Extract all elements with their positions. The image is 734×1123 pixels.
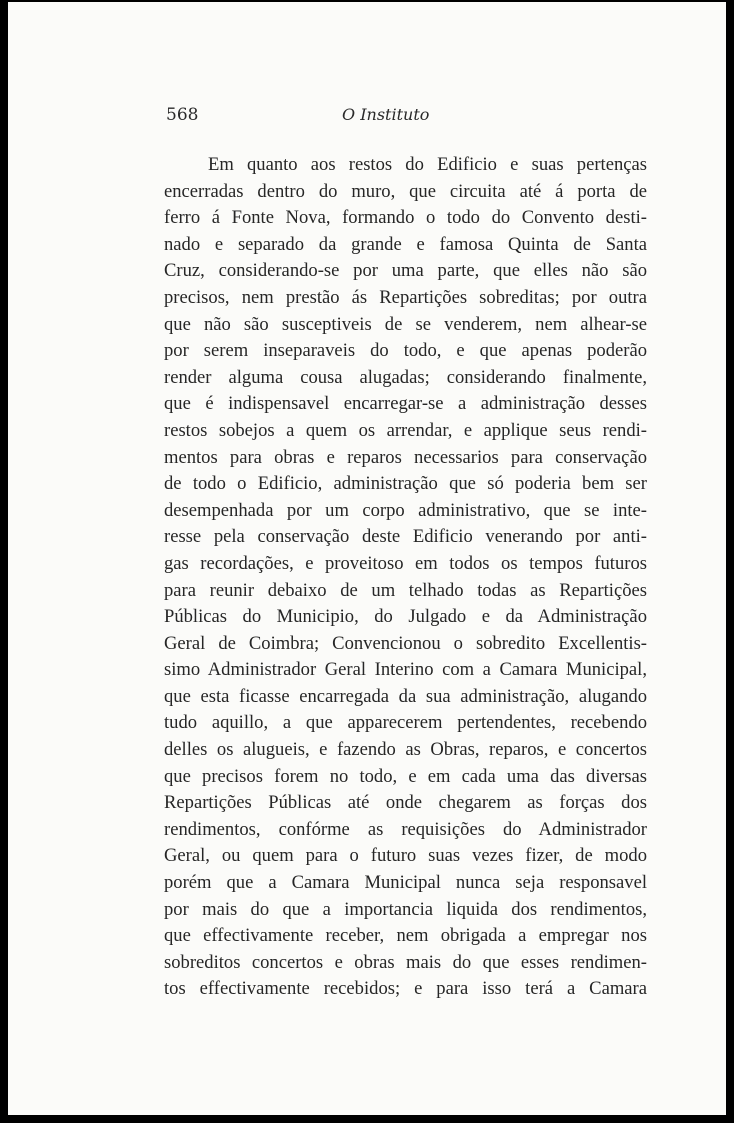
text-line: por serem inseparaveis do todo, e que apenas poderão: [164, 340, 647, 362]
text-line: Em quanto aos restos do Edificio e suas pertenças: [208, 154, 647, 175]
text-line: que effectivamente receber, nem obrigada a empregar nos: [164, 925, 647, 947]
text-line: tudo aquillo, a que apparecerem pertendentes, recebendo: [164, 712, 647, 734]
text-line: ferro á Fonte Nova, formando o todo do Convento desti-: [164, 207, 647, 229]
page-number: 568: [166, 105, 199, 125]
text-line: mentos para obras e reparos necessarios para conservação: [164, 446, 647, 468]
text-line: por mais do que a importancia liquida dos rendimentos,: [164, 898, 647, 920]
text-line: desempenhada por um corpo administrativo, que se inte-: [164, 499, 647, 521]
text-line: encerradas dentro do muro, que circuita até á porta de: [164, 180, 647, 202]
text-line: delles os alugueis, e fazendo as Obras, reparos, e concertos: [164, 739, 647, 761]
text-line: rendimentos, confórme as requisições do Administrador: [164, 818, 647, 840]
text-line: que precisos forem no todo, e em cada uma das diversas: [164, 765, 647, 787]
text-line: que esta ficasse encarregada da sua administração, alugando: [164, 685, 647, 707]
book-page: [8, 2, 726, 1115]
text-line: Cruz, considerando-se por uma parte, que elles não são: [164, 260, 647, 282]
text-line: precisos, nem prestão ás Repartições sobreditas; por outra: [164, 286, 647, 308]
text-line: nado e separado da grande e famosa Quinta de Santa: [164, 233, 647, 255]
text-line: Geral de Coimbra; Convencionou o sobredito Excellentis-: [164, 632, 647, 654]
page-header: [8, 105, 726, 131]
running-title: O Instituto: [342, 105, 430, 124]
text-line: de todo o Edificio, administração que só poderia bem ser: [164, 473, 647, 495]
text-line: Geral, ou quem para o futuro suas vezes fizer, de modo: [164, 845, 647, 867]
text-line: que não são susceptiveis de se venderem, nem alhear-se: [164, 313, 647, 335]
text-line: sobreditos concertos e obras mais do que esses rendimen-: [164, 951, 647, 973]
text-line: Públicas do Municipio, do Julgado e da Administração: [164, 606, 647, 628]
body-paragraph: [164, 152, 647, 1003]
text-line: Repartições Públicas até onde chegarem as forças dos: [164, 792, 647, 814]
text-line: simo Administrador Geral Interino com a Camara Municipal,: [164, 659, 647, 681]
text-line: resse pela conservação deste Edificio venerando por anti-: [164, 526, 647, 548]
text-line: que é indispensavel encarregar-se a administração desses: [164, 393, 647, 415]
text-line: para reunir debaixo de um telhado todas as Repartições: [164, 579, 647, 601]
text-line: restos sobejos a quem os arrendar, e applique seus rendi-: [164, 419, 647, 441]
text-line: tos effectivamente recebidos; e para isso terá a Camara: [164, 978, 647, 1000]
text-line: gas recordações, e proveitoso em todos os tempos futuros: [164, 552, 647, 574]
text-line: render alguma cousa alugadas; considerando finalmente,: [164, 366, 647, 388]
text-line: porém que a Camara Municipal nunca seja responsavel: [164, 872, 647, 894]
